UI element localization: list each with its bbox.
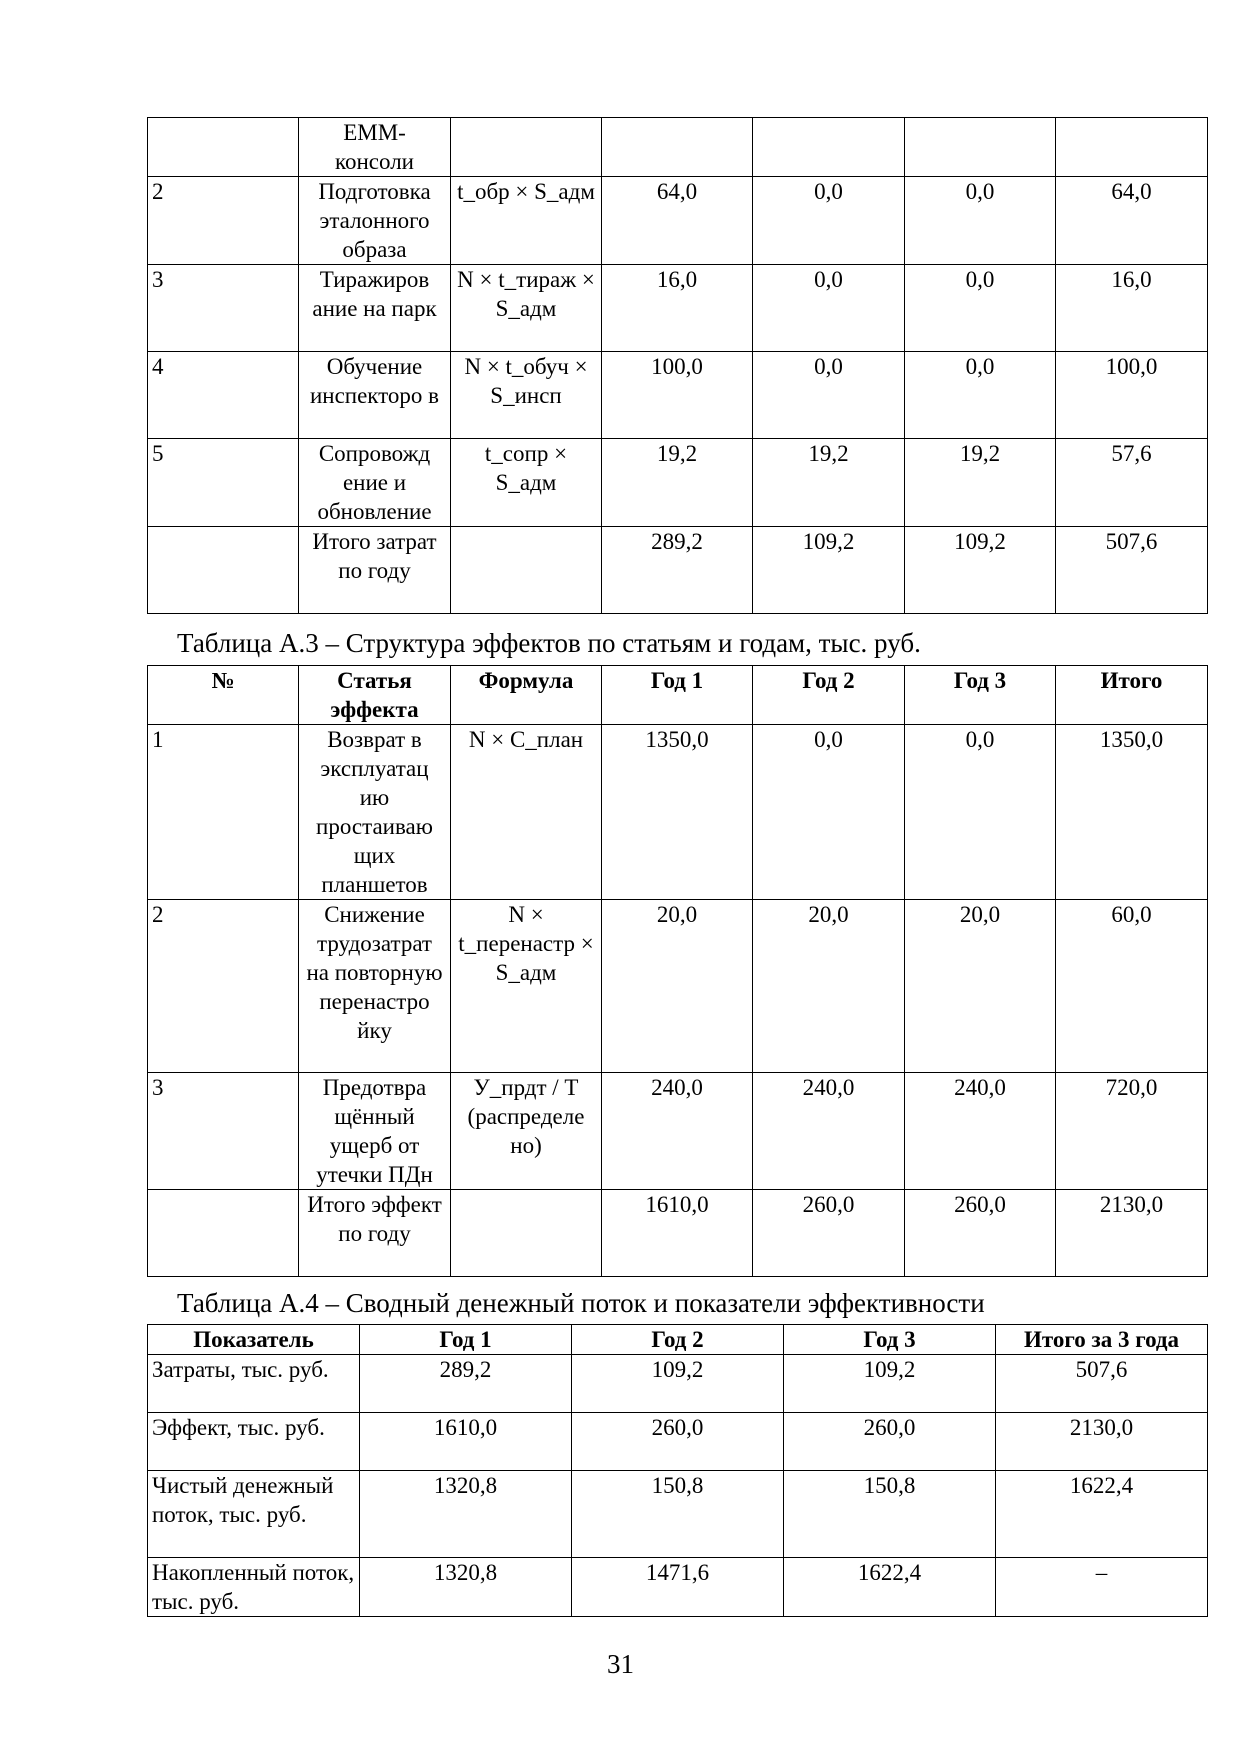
table-cell: EMM- консоли (299, 118, 451, 177)
table-row (148, 1558, 1208, 1617)
table-cell: Подготовка эталонного образа (299, 177, 451, 265)
table-cell: 0,0 (905, 352, 1056, 439)
table-cell: Затраты, тыс. руб. (148, 1355, 360, 1413)
table-cell: N × t_обуч × S_инсп (451, 352, 602, 439)
table-cell: Возврат в эксплуатац ию простаиваю щих планшетов (299, 725, 451, 900)
column-header: Год 3 (784, 1325, 996, 1355)
table-cell: 289,2 (360, 1355, 572, 1413)
column-header: Год 1 (360, 1325, 572, 1355)
column-header: Итого (1056, 666, 1208, 725)
table-cell: 2130,0 (996, 1413, 1208, 1471)
table-cell: 64,0 (1056, 177, 1208, 265)
column-header: Год 2 (753, 666, 905, 725)
table-cell: N × t_перенастр × S_адм (451, 900, 602, 1073)
table-row (148, 527, 1208, 614)
table-cell: 1320,8 (360, 1471, 572, 1558)
table-cell (602, 118, 753, 177)
table-cell: 720,0 (1056, 1073, 1208, 1190)
table-row (148, 118, 1208, 177)
column-header: Год 2 (572, 1325, 784, 1355)
table-cell: 240,0 (753, 1073, 905, 1190)
table-cell: 19,2 (753, 439, 905, 527)
cashflow-table-body (148, 1355, 1208, 1617)
table-cell (1056, 118, 1208, 177)
table-cell: 2130,0 (1056, 1190, 1208, 1277)
cashflow-table (147, 1324, 1208, 1617)
table-row (148, 265, 1208, 352)
table-cell: 19,2 (602, 439, 753, 527)
table-cell: 0,0 (753, 725, 905, 900)
table-cell: 3 (148, 265, 299, 352)
table-cell: 100,0 (1056, 352, 1208, 439)
table-cell: 109,2 (784, 1355, 996, 1413)
table-cell: 60,0 (1056, 900, 1208, 1073)
table-cell: 109,2 (753, 527, 905, 614)
table-cell: 16,0 (602, 265, 753, 352)
table-cell: 260,0 (572, 1413, 784, 1471)
table-cell: 1320,8 (360, 1558, 572, 1617)
table-row (148, 725, 1208, 900)
table-cell: 1471,6 (572, 1558, 784, 1617)
column-header: № (148, 666, 299, 725)
table-cell: У_прдт / T (распределе но) (451, 1073, 602, 1190)
table-cell: 2 (148, 177, 299, 265)
table-cell: t_сопр × S_адм (451, 439, 602, 527)
table-cell: N × C_план (451, 725, 602, 900)
table-cell: 0,0 (905, 177, 1056, 265)
table-cell (753, 118, 905, 177)
table-cell: Итого эффект по году (299, 1190, 451, 1277)
cashflow-table-header (148, 1325, 1208, 1355)
table-row (148, 1471, 1208, 1558)
effects-table-header (148, 666, 1208, 725)
column-header: Показатель (148, 1325, 360, 1355)
table-row (148, 177, 1208, 265)
effects-table-body (148, 725, 1208, 1277)
table-cell (148, 527, 299, 614)
table-cell: 0,0 (753, 177, 905, 265)
table-cell: 57,6 (1056, 439, 1208, 527)
table-cell (451, 1190, 602, 1277)
table-cell: 19,2 (905, 439, 1056, 527)
table-cell: 0,0 (753, 352, 905, 439)
table-cell: 1622,4 (996, 1471, 1208, 1558)
table-cell: 1350,0 (602, 725, 753, 900)
table-cell: 150,8 (784, 1471, 996, 1558)
table-cell: 1 (148, 725, 299, 900)
table-row (148, 1073, 1208, 1190)
column-header: Год 1 (602, 666, 753, 725)
table-cell: 100,0 (602, 352, 753, 439)
table-cell: 507,6 (996, 1355, 1208, 1413)
table-cell: Обучение инспекторо в (299, 352, 451, 439)
page-number: 31 (607, 1649, 634, 1679)
table-cell: 1610,0 (602, 1190, 753, 1277)
table-row (148, 900, 1208, 1073)
table-cell: 20,0 (753, 900, 905, 1073)
table-row (148, 1413, 1208, 1471)
table-cell: 16,0 (1056, 265, 1208, 352)
table-row (148, 352, 1208, 439)
table-cell: N × t_тираж × S_адм (451, 265, 602, 352)
table-cell: 20,0 (602, 900, 753, 1073)
table-cell: Эффект, тыс. руб. (148, 1413, 360, 1471)
table-cell: 1350,0 (1056, 725, 1208, 900)
table-cell: 3 (148, 1073, 299, 1190)
table-cell: 0,0 (905, 725, 1056, 900)
table-cell: 260,0 (784, 1413, 996, 1471)
cost-table-body (148, 118, 1208, 614)
table-row (148, 1190, 1208, 1277)
table-cell: 0,0 (905, 265, 1056, 352)
column-header: Итого за 3 года (996, 1325, 1208, 1355)
table-cell: 260,0 (905, 1190, 1056, 1277)
table-a4-caption: Таблица А.4 – Сводный денежный поток и показатели эффективности (177, 1288, 985, 1318)
table-cell: Сопровожд ение и обновление (299, 439, 451, 527)
table-cell: 64,0 (602, 177, 753, 265)
table-cell (905, 118, 1056, 177)
table-cell: 2 (148, 900, 299, 1073)
table-row (148, 1355, 1208, 1413)
table-cell (148, 118, 299, 177)
cost-table-continuation (147, 117, 1208, 614)
table-cell: 240,0 (602, 1073, 753, 1190)
table-cell (148, 1190, 299, 1277)
table-cell: 1610,0 (360, 1413, 572, 1471)
table-cell: t_обр × S_адм (451, 177, 602, 265)
table-cell: Снижение трудозатрат на повторную перенастро йку (299, 900, 451, 1073)
table-cell: Накопленный поток, тыс. руб. (148, 1558, 360, 1617)
table-cell: 1622,4 (784, 1558, 996, 1617)
table-row (148, 439, 1208, 527)
table-cell: 289,2 (602, 527, 753, 614)
table-cell: Тиражиров ание на парк (299, 265, 451, 352)
table-cell: 150,8 (572, 1471, 784, 1558)
table-cell: 109,2 (905, 527, 1056, 614)
table-cell: 5 (148, 439, 299, 527)
table-cell: 260,0 (753, 1190, 905, 1277)
table-cell: 109,2 (572, 1355, 784, 1413)
table-cell (451, 118, 602, 177)
table-cell: 507,6 (1056, 527, 1208, 614)
effects-table (147, 665, 1208, 1277)
column-header: Статья эффекта (299, 666, 451, 725)
table-cell: 4 (148, 352, 299, 439)
column-header: Год 3 (905, 666, 1056, 725)
table-cell: Чистый денежный поток, тыс. руб. (148, 1471, 360, 1558)
table-cell: 240,0 (905, 1073, 1056, 1190)
table-cell: Предотвра щённый ущерб от утечки ПДн (299, 1073, 451, 1190)
table-a3-caption: Таблица А.3 – Структура эффектов по статьям и годам, тыс. руб. (177, 628, 921, 658)
table-cell (451, 527, 602, 614)
table-cell: 20,0 (905, 900, 1056, 1073)
table-cell: Итого затрат по году (299, 527, 451, 614)
column-header: Формула (451, 666, 602, 725)
table-cell: 0,0 (753, 265, 905, 352)
table-cell: – (996, 1558, 1208, 1617)
